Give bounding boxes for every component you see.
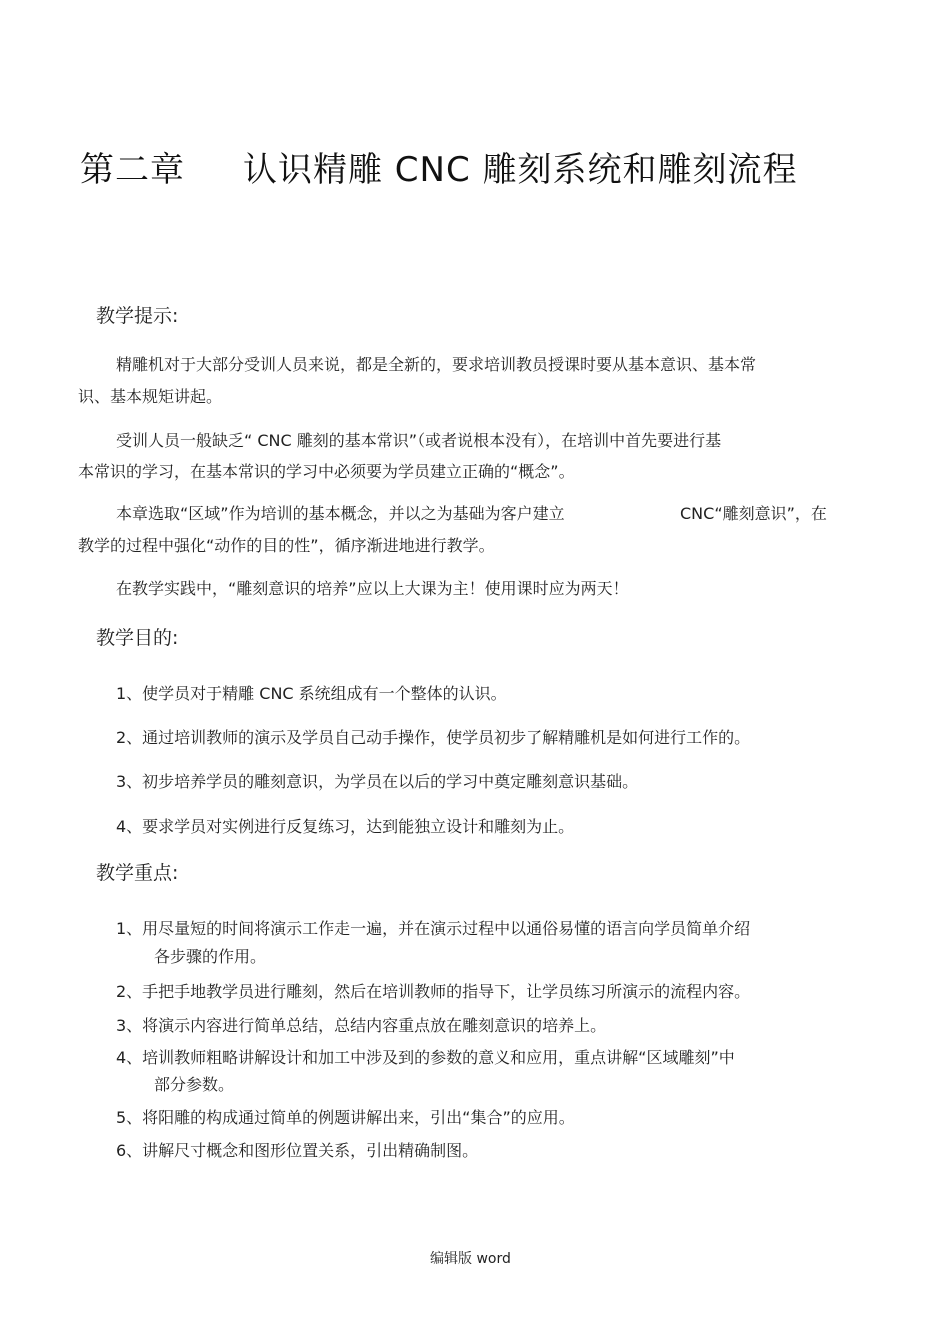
paragraph-line: 本常识的学习，在基本常识的学习中必须要为学员建立正确的“概念”。 [78, 462, 575, 481]
chapter-number: 第二章 [80, 150, 185, 190]
chapter-title: 认识精雕 CNC 雕刻系统和雕刻流程 [243, 150, 798, 190]
section-heading-teaching-tips: 教学提示: [96, 305, 179, 327]
paragraph-line: 识、基本规矩讲起。 [78, 387, 223, 406]
list-item: 3、初步培养学员的雕刻意识，为学员在以后的学习中奠定雕刻意识基础。 [116, 772, 639, 791]
section-heading-teaching-goals: 教学目的: [96, 627, 179, 649]
list-item: 2、手把手地教学员进行雕刻，然后在培训教师的指导下，让学员练习所演示的流程内容。 [116, 982, 751, 1001]
list-item: 1、用尽量短的时间将演示工作走一遍，并在演示过程中以通俗易懂的语言向学员简单介绍 [116, 919, 751, 938]
list-item: 4、要求学员对实例进行反复练习，达到能独立设计和雕刻为止。 [116, 817, 575, 836]
list-item: 5、将阳雕的构成通过简单的例题讲解出来，引出“集合”的应用。 [116, 1108, 575, 1127]
list-item: 3、将演示内容进行简单总结，总结内容重点放在雕刻意识的培养上。 [116, 1016, 607, 1035]
list-item-continuation: 部分参数。 [154, 1075, 235, 1094]
paragraph-line: 受训人员一般缺乏“ CNC 雕刻的基本常识”（或者说根本没有），在培训中首先要进行基 [116, 431, 722, 450]
list-item: 4、培训教师粗略讲解设计和加工中涉及到的参数的意义和应用，重点讲解“区域雕刻”中 [116, 1048, 735, 1067]
paragraph-line: 本章选取“区域”作为培训的基本概念，并以之为基础为客户建立 [116, 504, 565, 523]
paragraph-line: CNC“雕刻意识”，在 [680, 504, 827, 523]
list-item: 1、使学员对于精雕 CNC 系统组成有一个整体的认识。 [116, 684, 507, 703]
paragraph-line: 精雕机对于大部分受训人员来说，都是全新的，要求培训教员授课时要从基本意识、基本常 [116, 355, 757, 374]
paragraph-line: 教学的过程中强化“动作的目的性”，循序渐进地进行教学。 [78, 536, 495, 555]
list-item-continuation: 各步骤的作用。 [154, 947, 267, 966]
list-item: 6、讲解尺寸概念和图形位置关系，引出精确制图。 [116, 1141, 479, 1160]
section-heading-teaching-focus: 教学重点: [96, 862, 179, 884]
list-item: 2、通过培训教师的演示及学员自己动手操作，使学员初步了解精雕机是如何进行工作的。 [116, 728, 751, 747]
paragraph-line: 在教学实践中，“雕刻意识的培养”应以上大课为主！使用课时应为两天！ [116, 579, 629, 598]
page-footer: 编辑版 word [430, 1251, 511, 1267]
